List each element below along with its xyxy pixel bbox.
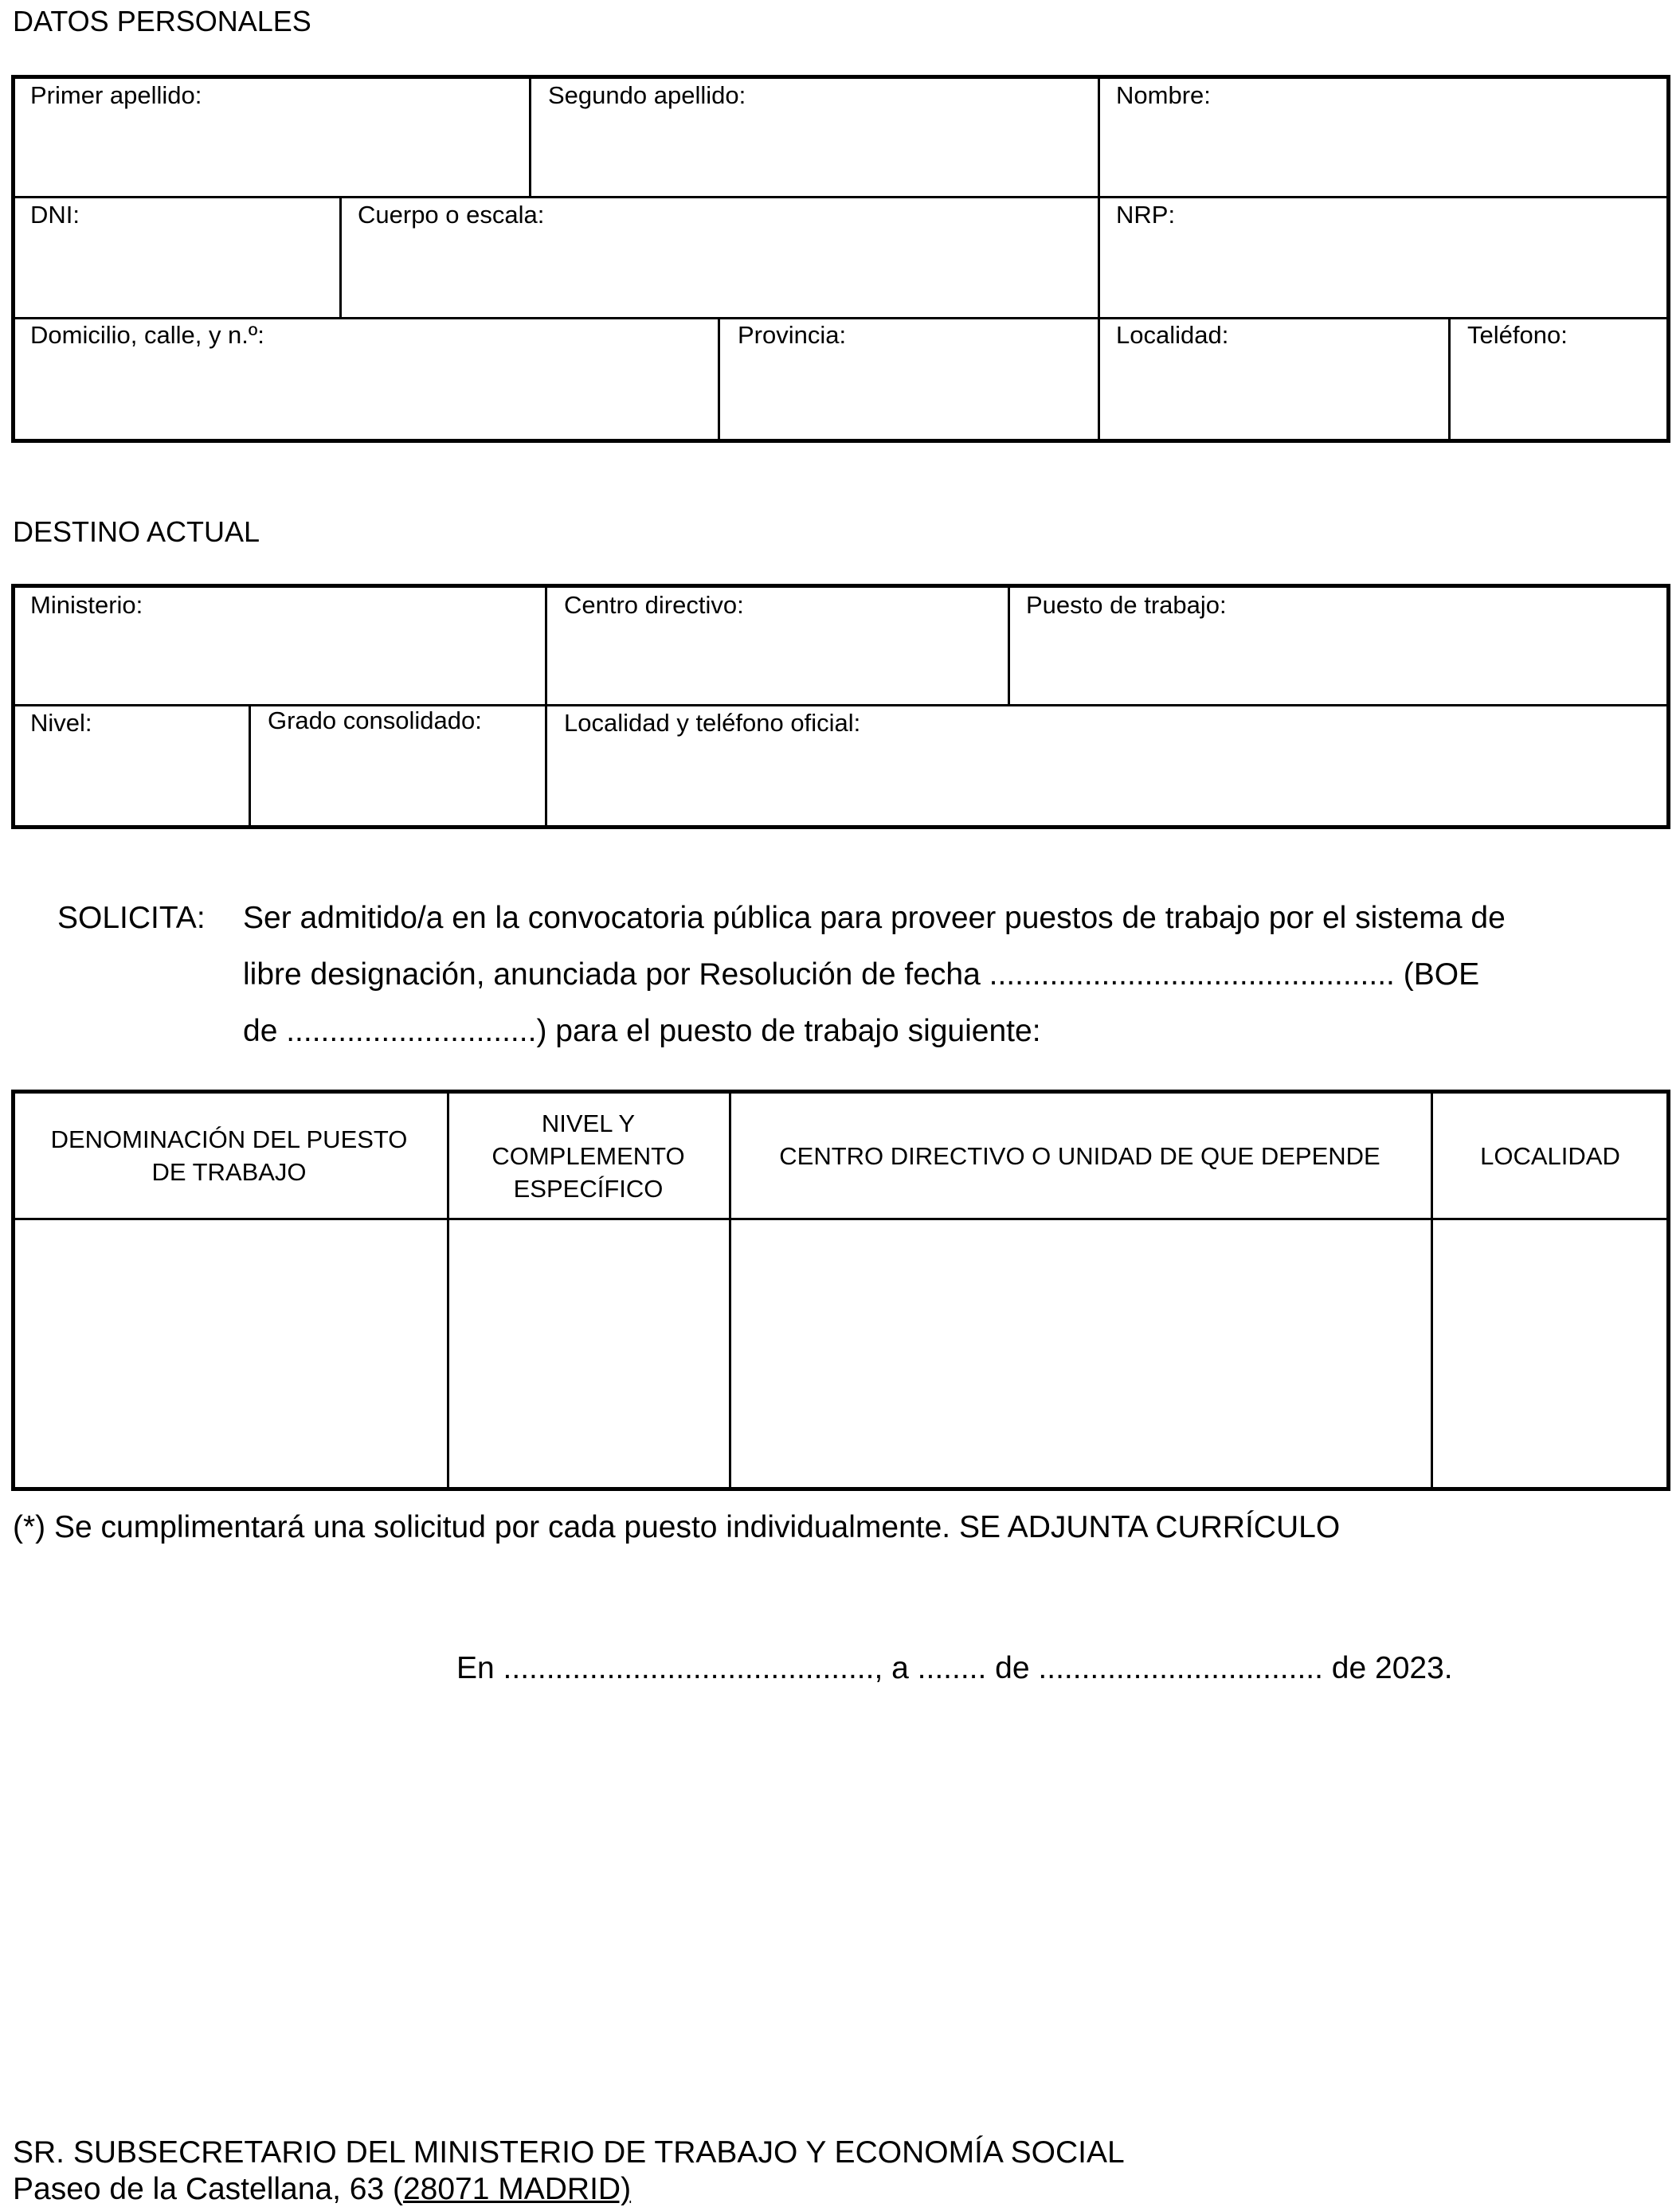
localidad-field[interactable]: Localidad: xyxy=(1116,321,1229,349)
nrp-field[interactable]: NRP: xyxy=(1116,201,1176,229)
primer-apellido-field[interactable]: Primer apellido: xyxy=(30,81,202,109)
solicita-line-2: libre designación, anunciada por Resolución de fecha ............................................... (BOE xyxy=(243,957,1480,992)
nivel-field[interactable]: Nivel: xyxy=(30,709,92,737)
header-denominacion: DENOMINACIÓN DEL PUESTO DE TRABAJO xyxy=(50,1125,408,1186)
solicita-line-3: de .............................) para el puesto de trabajo siguiente: xyxy=(243,1014,1041,1048)
solicita-line-1: Ser admitido/a en la convocatoria pública para proveer puestos de trabajo por el sistema de xyxy=(243,901,1506,935)
provincia-field[interactable]: Provincia: xyxy=(738,321,847,349)
header-localidad: LOCALIDAD xyxy=(1480,1141,1620,1170)
cuerpo-escala-field[interactable]: Cuerpo o escala: xyxy=(358,201,545,229)
nombre-field[interactable]: Nombre: xyxy=(1116,81,1211,109)
grado-consolidado-field[interactable]: Grado consolidado: xyxy=(268,706,482,734)
nivel-complemento-input-cell[interactable] xyxy=(451,1222,727,1488)
fecha-line: En ..........................................., a ........ de ................................. de 2023. xyxy=(456,1651,1453,1685)
denominacion-input-cell[interactable] xyxy=(15,1222,445,1488)
address-prefix: Paseo de la Castellana, 63 ( xyxy=(13,2172,403,2206)
dni-field[interactable]: DNI: xyxy=(30,201,80,229)
centro-directivo-input-cell[interactable] xyxy=(733,1222,1429,1488)
header-centro-directivo: CENTRO DIRECTIVO O UNIDAD DE QUE DEPENDE xyxy=(779,1141,1380,1170)
localidad-telefono-field[interactable]: Localidad y teléfono oficial: xyxy=(564,709,861,737)
destinatario-address xyxy=(13,2172,631,2207)
header-nivel-complemento: NIVEL Y COMPLEMENTO ESPECÍFICO xyxy=(491,1109,685,1203)
section-title-destino-actual: DESTINO ACTUAL xyxy=(13,515,260,548)
ministerio-field[interactable]: Ministerio: xyxy=(30,591,143,619)
puesto-trabajo-field[interactable]: Puesto de trabajo: xyxy=(1026,591,1227,619)
solicita-label: SOLICITA: xyxy=(57,901,206,935)
destino-actual-box xyxy=(11,584,1670,829)
telefono-field[interactable]: Teléfono: xyxy=(1467,321,1568,349)
centro-directivo-field[interactable]: Centro directivo: xyxy=(564,591,744,619)
datos-personales-box xyxy=(11,75,1670,443)
address-postal-code: 28071 MADRID) xyxy=(402,2172,632,2206)
domicilio-field[interactable]: Domicilio, calle, y n.º: xyxy=(30,321,264,349)
section-title-datos-personales: DATOS PERSONALES xyxy=(13,5,311,37)
destinatario-line-1: SR. SUBSECRETARIO DEL MINISTERIO DE TRABAJO Y ECONOMÍA SOCIAL xyxy=(13,2135,1125,2170)
note-text: (*) Se cumplimentará una solicitud por cada puesto individualmente. SE ADJUNTA CURRÍCULO xyxy=(13,1510,1341,1544)
localidad-input-cell[interactable] xyxy=(1435,1222,1666,1488)
segundo-apellido-field[interactable]: Segundo apellido: xyxy=(548,81,746,109)
